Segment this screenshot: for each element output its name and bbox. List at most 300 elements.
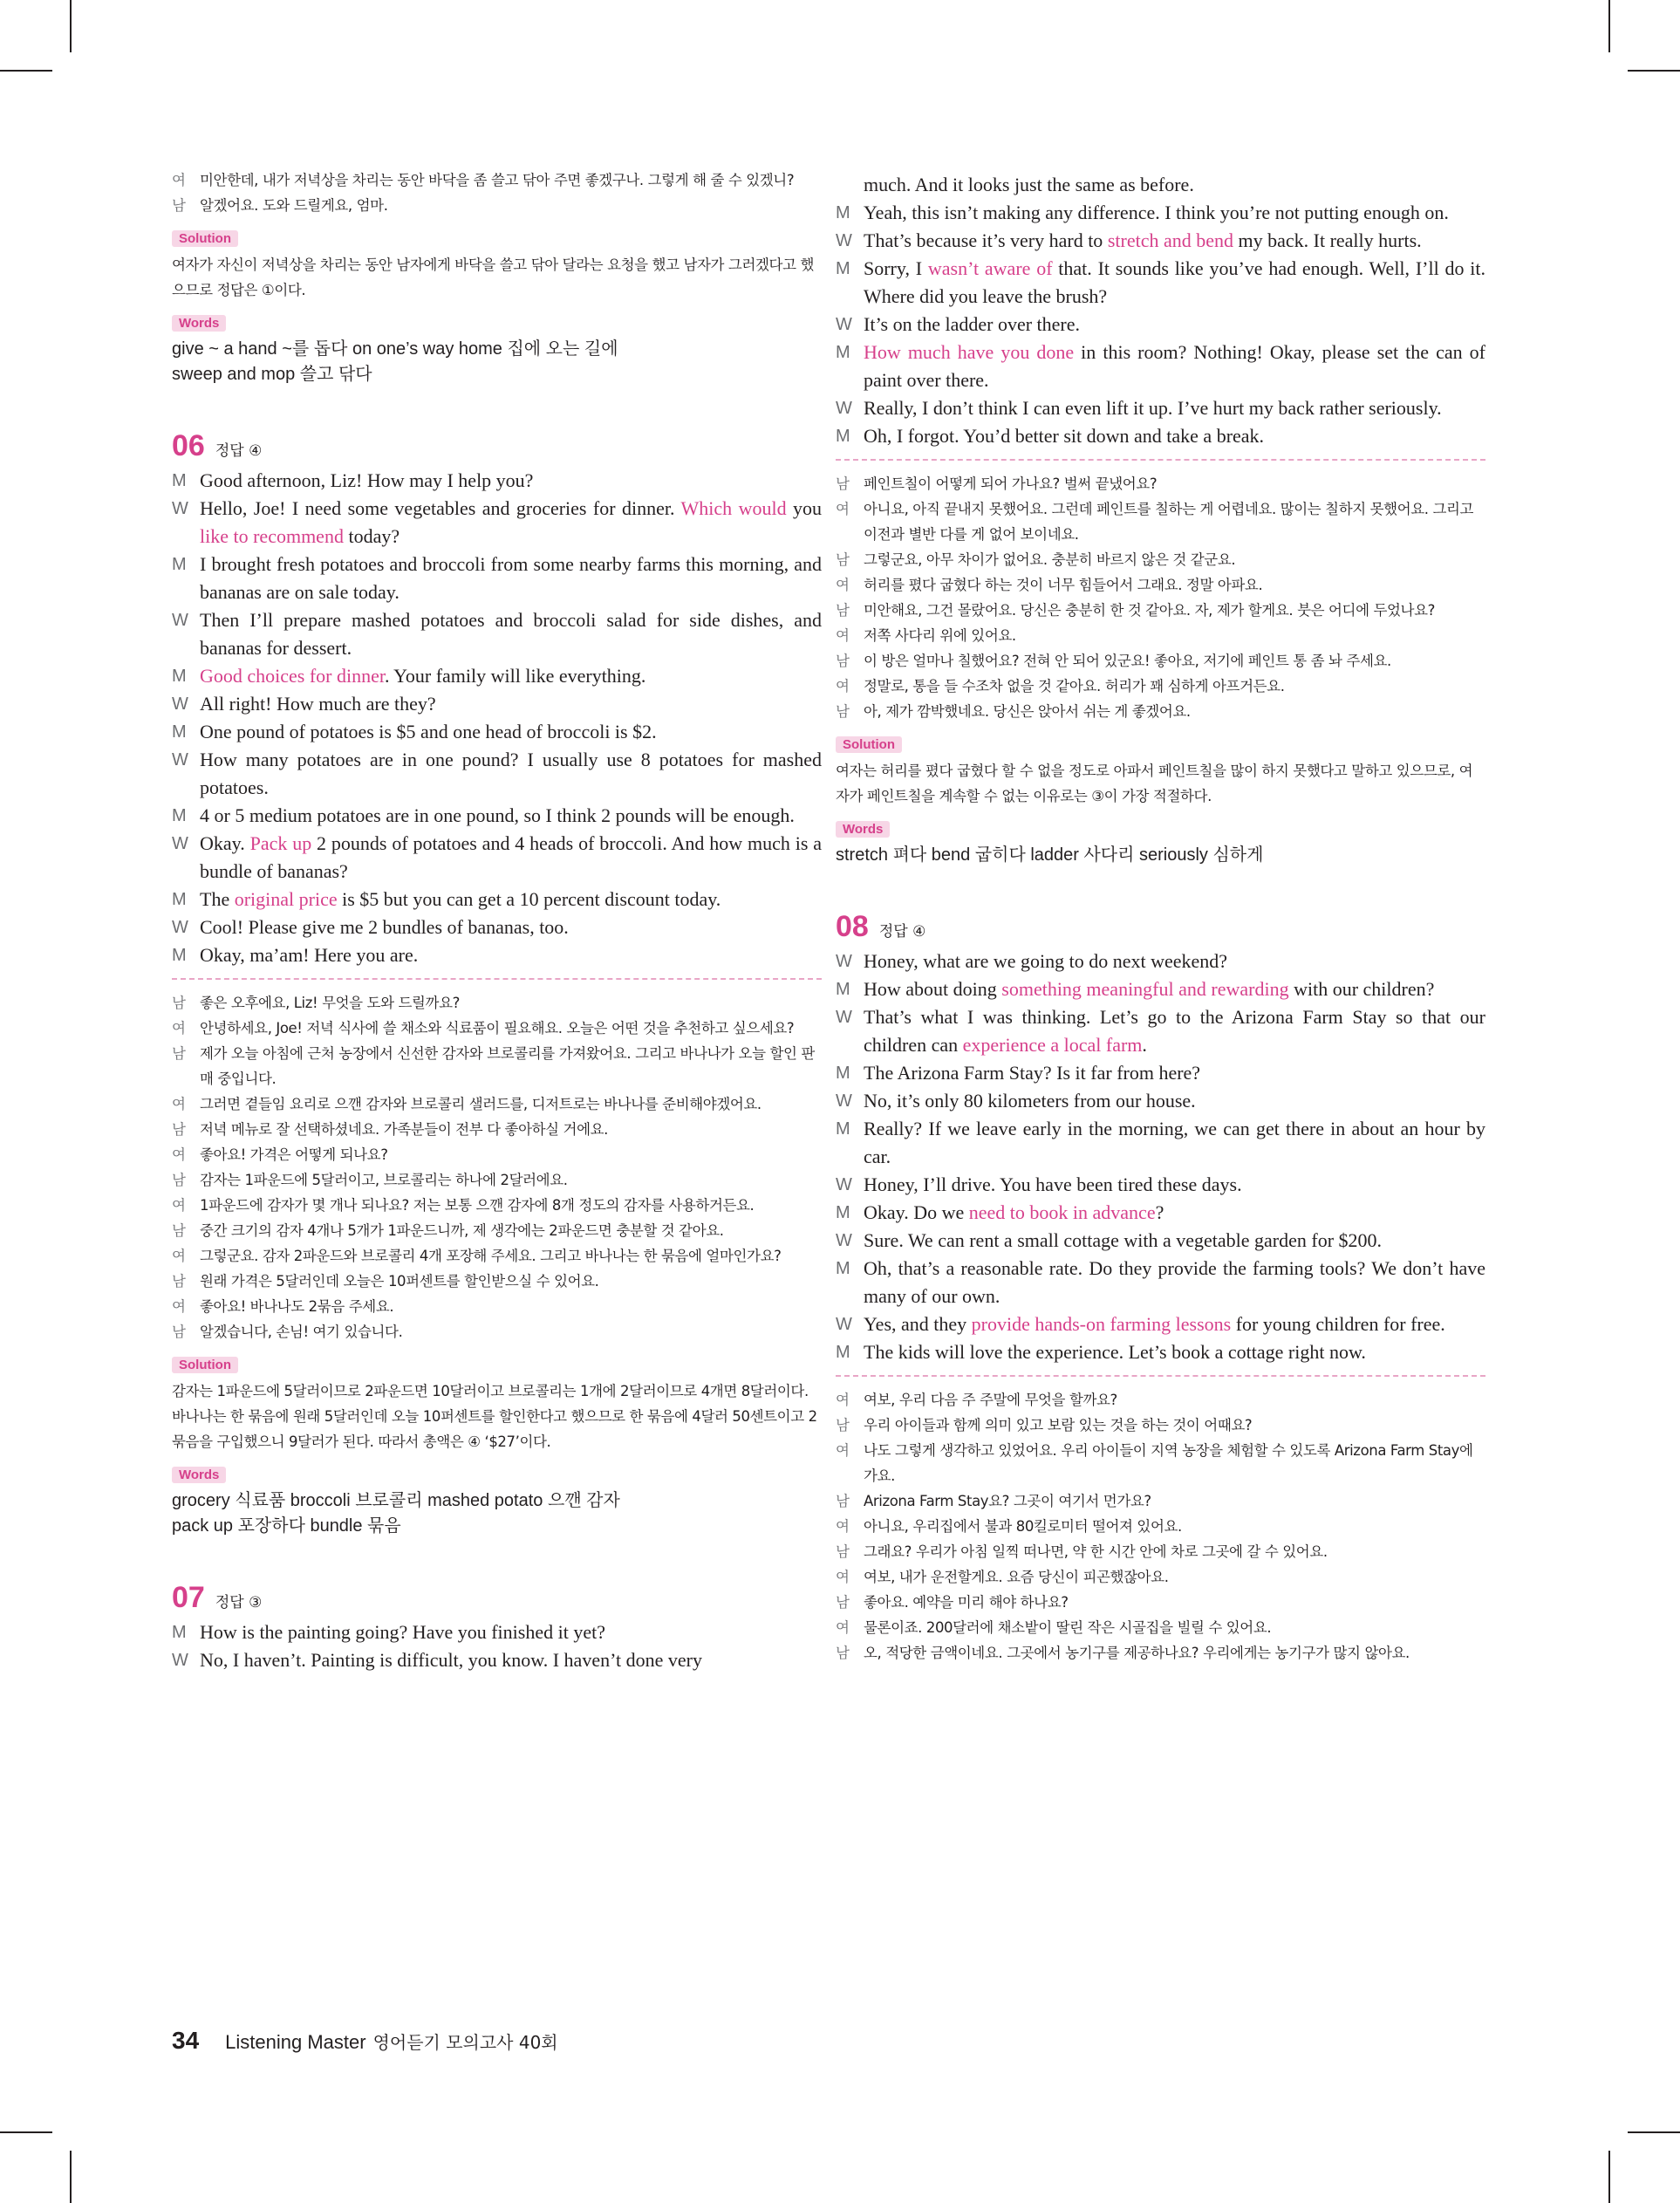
line-text [864, 1115, 1485, 1171]
speaker-label: W [836, 231, 852, 250]
speaker-label: 여 [172, 1096, 186, 1112]
line-text: 좋은 오후에요, Liz! 무엇을 도와 드릴까요? [200, 995, 460, 1011]
speaker-label: 여 [836, 577, 850, 593]
text-fragment: much. And it looks just the same as before. [864, 174, 1194, 195]
text-fragment: How is the painting going? Have you finished it yet? [200, 1621, 605, 1643]
line-text: 1파운드에 감자가 몇 개나 되나요? 저는 보통 으깬 감자에 8개 정도의 감자를 사용하거든요. [200, 1197, 755, 1214]
text-fragment: The kids will love the experience. Let’s book a cottage right now. [864, 1341, 1366, 1363]
line-text [864, 1199, 1485, 1227]
text-fragment: you [786, 497, 822, 519]
text-fragment: Okay, ma’am! Here you are. [200, 944, 419, 966]
text-fragment: The [200, 888, 235, 910]
line-text: 저녁 메뉴로 잘 선택하셨네요. 가족분들이 전부 다 좋아하실 거에요. [200, 1121, 609, 1138]
highlighted-phrase: How much have you done [864, 341, 1075, 363]
text-fragment: Oh, that’s a reasonable rate. Do they provide the farming tools? We don’t have many of our own. [864, 1257, 1485, 1307]
text-fragment: is $5 but you can get a 10 percent discount today. [337, 888, 721, 910]
line-text [864, 394, 1485, 422]
speaker-label: 남 [836, 602, 850, 619]
text-fragment: Cool! Please give me 2 bundles of bananas, too. [200, 916, 569, 938]
line-text [864, 339, 1485, 394]
highlighted-phrase: wasn’t aware of [927, 257, 1053, 279]
dialogue-line [836, 1255, 1485, 1310]
text-fragment: . Your family will like everything. [385, 665, 646, 687]
text-fragment: Yeah, this isn’t making any difference. I think you’re not putting enough on. [864, 202, 1449, 223]
speaker-label: 남 [836, 1543, 850, 1560]
speaker-label: 여 [172, 172, 186, 188]
line-text: 중간 크기의 감자 4개나 5개가 1파운드니까, 제 생각에는 2파운드면 충분할 것 같아요. [200, 1222, 724, 1239]
dialogue-line [836, 394, 1485, 422]
words-label: Words [172, 1467, 226, 1483]
text-fragment: That’s because it’s very hard to [864, 229, 1108, 251]
crop-mark [1628, 2131, 1680, 2133]
transcript-line [836, 1590, 1485, 1615]
text-fragment: One pound of potatoes is $5 and one head of broccoli is $2. [200, 721, 657, 742]
transcript-line [172, 1294, 822, 1319]
dialogue-line [836, 1338, 1485, 1366]
speaker-label: M [836, 203, 850, 222]
answer-label: 정답 ③ [215, 1594, 263, 1611]
line-text [200, 913, 822, 941]
line-text: 우리 아이들과 함께 의미 있고 보람 있는 것을 하는 것이 어때요? [864, 1417, 1253, 1433]
highlighted-phrase: provide hands-on farming lessons [971, 1313, 1232, 1335]
line-text [200, 467, 822, 495]
speaker-label: W [172, 1651, 188, 1670]
transcript-line [836, 674, 1485, 699]
dialogue-line [836, 339, 1485, 394]
speaker-label: 여 [172, 1146, 186, 1163]
line-text [864, 1255, 1485, 1310]
transcript-line [172, 1142, 822, 1167]
solution-text: 여자는 허리를 폈다 굽혔다 할 수 없을 정도로 아파서 페인트칠을 많이 하지 못했다고 말하고 있으므로, 여자가 페인트칠을 계속할 수 없는 이유로는 ③이 가장 적절하다. [836, 763, 1473, 804]
dialogue-line [172, 606, 822, 662]
dialogue-line [172, 495, 822, 551]
transcript-line [172, 1269, 822, 1294]
transcript-line [172, 1193, 822, 1218]
dialogue-line [836, 1171, 1485, 1199]
speaker-label: W [172, 611, 188, 630]
line-text: 좋아요. 예약을 미리 해야 하나요? [864, 1594, 1069, 1611]
korean-transcript [172, 990, 822, 1344]
korean-transcript [172, 168, 822, 218]
line-text: 여보, 내가 운전할게요. 요즘 당신이 피곤했잖아요. [864, 1569, 1169, 1585]
line-text: 이 방은 얼마나 칠했어요? 전혀 안 되어 있군요! 좋아요, 저기에 페인트 통 좀 놔 주세요. [864, 653, 1391, 669]
line-text [864, 171, 1485, 199]
speaker-label: W [172, 499, 188, 518]
line-text [864, 1059, 1485, 1087]
section-header-08 [836, 910, 1485, 944]
speaker-label: W [836, 315, 852, 334]
line-text [200, 551, 822, 606]
book-title: Listening Master [225, 2031, 366, 2053]
speaker-label: W [172, 694, 188, 714]
transcript-line [836, 1438, 1485, 1488]
solution-text: 감자는 1파운드에 5달러이므로 2파운드면 10달러이고 브로콜리는 1개에 2달러이므로 4개면 8달러이다. 바나나는 한 묶음에 원래 5달러인데 오늘 10퍼센트를 할인한다고 했으므로 한 묶음에 4달러 50센트이고 2묶음을 구입했으니 9달러가 된다. 따라서 총액은 ④ ‘$27’이다. [172, 1383, 817, 1450]
line-text: 아니요, 우리집에서 불과 80킬로미터 떨어져 있어요. [864, 1518, 1182, 1535]
transcript-line [836, 1640, 1485, 1666]
korean-transcript [836, 1387, 1485, 1666]
transcript-line [836, 1615, 1485, 1640]
line-text: 여보, 우리 다음 주 주말에 무엇을 할까요? [864, 1392, 1117, 1408]
speaker-label: 여 [836, 501, 850, 517]
speaker-label: M [836, 1203, 850, 1222]
dialogue-line [172, 802, 822, 830]
line-text [200, 830, 822, 886]
text-fragment: with our children? [1288, 978, 1435, 1000]
section-header-06 [172, 429, 822, 463]
dialogue-line [172, 690, 822, 718]
dialogue-line [836, 199, 1485, 227]
speaker-label: 남 [836, 475, 850, 492]
words-line: grocery 식료품 broccoli 브로콜리 mashed potato 으깬 감자 [172, 1491, 620, 1510]
line-text: 나도 그렇게 생각하고 있었어요. 우리 아이들이 지역 농장을 체험할 수 있도록 Arizona Farm Stay에 가요. [864, 1442, 1473, 1484]
solution-label: Solution [172, 1357, 238, 1373]
solution-label: Solution [172, 230, 238, 247]
speaker-label: M [836, 1259, 850, 1278]
text-fragment: today? [343, 525, 400, 547]
transcript-line [172, 1016, 822, 1041]
text-fragment: ? [1155, 1201, 1164, 1223]
line-text [864, 1310, 1485, 1338]
dialogue-line [836, 1227, 1485, 1255]
speaker-label: 남 [172, 1222, 186, 1239]
transcript-line [836, 1514, 1485, 1539]
section-header-07 [172, 1581, 822, 1615]
dashed-divider [836, 459, 1485, 461]
crop-mark [1608, 2151, 1610, 2203]
line-text: 물론이죠. 200달러에 채소밭이 딸린 작은 시골집을 빌릴 수 있어요. [864, 1619, 1272, 1636]
transcript-line [836, 572, 1485, 598]
line-text: 알겠어요. 도와 드릴게요, 엄마. [200, 197, 388, 214]
dialogue-line [836, 227, 1485, 255]
dialogue-line [836, 975, 1485, 1003]
english-dialogue [172, 467, 822, 969]
speaker-label: W [836, 1091, 852, 1111]
speaker-label: 여 [836, 678, 850, 694]
line-text [200, 1646, 822, 1674]
transcript-line [836, 1387, 1485, 1413]
dashed-divider [172, 978, 822, 980]
text-fragment: It’s on the ladder over there. [864, 313, 1081, 335]
speaker-label: M [836, 1343, 850, 1362]
speaker-label: 여 [172, 1298, 186, 1315]
text-fragment: . [1142, 1034, 1147, 1056]
highlighted-phrase: experience a local farm [962, 1034, 1143, 1056]
crop-mark [70, 0, 72, 52]
line-text [200, 886, 822, 913]
speaker-label: 여 [836, 627, 850, 644]
section-number: 08 [836, 910, 869, 943]
line-text [864, 975, 1485, 1003]
highlighted-phrase: Which would [680, 497, 787, 519]
text-fragment: 2 pounds of potatoes and 4 heads of broccoli. And how much is a bundle of bananas? [200, 832, 822, 882]
speaker-label: 남 [172, 1273, 186, 1290]
speaker-label: W [172, 750, 188, 770]
transcript-line [172, 193, 822, 218]
line-text [864, 227, 1485, 255]
speaker-label: 남 [836, 703, 850, 720]
line-text: 미안한데, 내가 저녁상을 차리는 동안 바닥을 좀 쓸고 닦아 주면 좋겠구나. 그렇게 해 줄 수 있겠니? [200, 172, 795, 188]
line-text: 아니요, 아직 끝내지 못했어요. 그런데 페인트를 칠하는 게 어렵네요. 많이는 칠하지 못했어요. 그리고 이전과 별반 다를 게 없어 보이네요. [864, 501, 1474, 543]
dialogue-line [836, 1003, 1485, 1059]
transcript-line [836, 471, 1485, 496]
dialogue-line [836, 1310, 1485, 1338]
answer-label: 정답 ④ [215, 442, 263, 460]
dialogue-line [172, 551, 822, 606]
text-fragment: That’s what I was thinking. Let’s go to the Arizona Farm Stay so that our children can [864, 1006, 1485, 1056]
highlighted-phrase: Good choices for dinner [200, 665, 385, 687]
dialogue-line [172, 746, 822, 802]
speaker-label: 여 [836, 1619, 850, 1636]
line-text [864, 1087, 1485, 1115]
dialogue-line [836, 1087, 1485, 1115]
speaker-label: M [172, 722, 187, 742]
speaker-label: M [836, 427, 850, 446]
dialogue-line [836, 171, 1485, 199]
text-fragment: Yes, and they [864, 1313, 972, 1335]
line-text [864, 948, 1485, 975]
speaker-label: 여 [836, 1392, 850, 1408]
text-fragment: in this room? Nothing! Okay, please set the can of paint over there. [864, 341, 1486, 391]
english-dialogue [836, 171, 1485, 450]
transcript-line [836, 496, 1485, 547]
dialogue-line [836, 422, 1485, 450]
words-line: stretch 펴다 bend 굽히다 ladder 사다리 seriously 심하게 [836, 845, 1264, 865]
line-text [864, 1338, 1485, 1366]
dialogue-line [836, 948, 1485, 975]
transcript-line [172, 990, 822, 1016]
speaker-label: M [836, 259, 850, 278]
text-fragment: Honey, what are we going to do next weekend? [864, 950, 1228, 972]
text-fragment: Good afternoon, Liz! How may I help you? [200, 469, 534, 491]
line-text [200, 495, 822, 551]
transcript-line [172, 1041, 822, 1091]
line-text [864, 422, 1485, 450]
speaker-label: M [172, 471, 187, 490]
line-text [200, 746, 822, 802]
line-text [200, 718, 822, 746]
words-label: Words [172, 315, 226, 332]
crop-mark [1628, 70, 1680, 72]
dialogue-line [172, 1618, 822, 1646]
transcript-line [836, 1564, 1485, 1590]
text-fragment: Sorry, I [864, 257, 928, 279]
speaker-label: 여 [836, 1569, 850, 1585]
crop-mark [1608, 0, 1610, 52]
transcript-line [172, 1117, 822, 1142]
speaker-label: W [836, 1231, 852, 1250]
text-fragment: my back. It really hurts. [1233, 229, 1422, 251]
speaker-label: 남 [172, 1045, 186, 1062]
speaker-label: M [172, 1623, 187, 1642]
speaker-label: M [172, 555, 187, 574]
speaker-label: 남 [836, 1594, 850, 1611]
section-number: 06 [172, 429, 205, 462]
transcript-line [172, 1319, 822, 1344]
transcript-line [172, 1218, 822, 1243]
line-text: 허리를 폈다 굽혔다 하는 것이 너무 힘들어서 그래요. 정말 아파요. [864, 577, 1263, 593]
dialogue-line [836, 1059, 1485, 1087]
english-dialogue [836, 948, 1485, 1366]
speaker-label: M [836, 1119, 850, 1139]
solution-label: Solution [836, 736, 902, 753]
speaker-label: 여 [172, 1197, 186, 1214]
words-line: pack up 포장하다 bundle 묶음 [172, 1516, 401, 1536]
line-text [200, 690, 822, 718]
line-text: 정말로, 통을 들 수조차 없을 것 같아요. 허리가 꽤 심하게 아프거든요. [864, 678, 1285, 694]
line-text [200, 662, 822, 690]
line-text [200, 941, 822, 969]
words-label: Words [836, 821, 890, 838]
speaker-label: W [172, 834, 188, 853]
line-text: 알겠습니다, 손님! 여기 있습니다. [200, 1324, 403, 1340]
highlighted-phrase: Pack up [249, 832, 312, 854]
line-text: 오, 적당한 금액이네요. 그곳에서 농기구를 제공하나요? 우리에게는 농기구가 많지 않아요. [864, 1645, 1410, 1661]
highlighted-phrase: like to recommend [200, 525, 344, 547]
dashed-divider [836, 1375, 1485, 1377]
highlighted-phrase: need to book in advance [968, 1201, 1156, 1223]
crop-mark [70, 2151, 72, 2203]
book-subtitle: 영어듣기 모의고사 40회 [372, 2032, 558, 2053]
crop-mark [0, 70, 52, 72]
speaker-label: W [836, 1008, 852, 1027]
text-fragment: How about doing [864, 978, 1002, 1000]
dialogue-line [172, 662, 822, 690]
answer-label: 정답 ④ [878, 923, 926, 941]
dialogue-line [836, 1115, 1485, 1171]
text-fragment: that. It sounds like you’ve had enough. Well, I’ll do it. Where did you leave the brush? [864, 257, 1485, 307]
speaker-label: 남 [836, 653, 850, 669]
text-fragment: Okay. [200, 832, 250, 854]
line-text [864, 1227, 1485, 1255]
line-text: 감자는 1파운드에 5달러이고, 브로콜리는 하나에 2달러에요. [200, 1172, 568, 1188]
dialogue-line [836, 1199, 1485, 1227]
line-text: 제가 오늘 아침에 근처 농장에서 신선한 감자와 브로콜리를 가져왔어요. 그리고 바나나가 오늘 할인 판매 중입니다. [200, 1045, 815, 1087]
line-text: 그러면 곁들임 요리로 으깬 감자와 브로콜리 샐러드를, 디저트로는 바나나를 준비해야겠어요. [200, 1096, 761, 1112]
speaker-label: 여 [172, 1020, 186, 1037]
line-text: 그래요? 우리가 아침 일찍 떠나면, 약 한 시간 안에 차로 그곳에 갈 수 있어요. [864, 1543, 1328, 1560]
text-fragment: Honey, I’ll drive. You have been tired these days. [864, 1173, 1242, 1195]
text-fragment: The Arizona Farm Stay? Is it far from here? [864, 1062, 1201, 1084]
dialogue-line [172, 941, 822, 969]
line-text: 안녕하세요, Joe! 저녁 식사에 쓸 채소와 식료품이 필요해요. 오늘은 어떤 것을 추천하고 싶으세요? [200, 1020, 795, 1037]
transcript-line [836, 623, 1485, 648]
line-text [864, 199, 1485, 227]
transcript-line [836, 598, 1485, 623]
crop-mark [0, 2131, 52, 2133]
speaker-label: M [172, 890, 187, 909]
line-text [864, 1171, 1485, 1199]
line-text [200, 606, 822, 662]
speaker-label: 남 [172, 1121, 186, 1138]
speaker-label: M [172, 806, 187, 825]
transcript-line [836, 648, 1485, 674]
dialogue-line [172, 718, 822, 746]
page-footer [172, 2027, 558, 2055]
dialogue-line [172, 830, 822, 886]
speaker-label: M [172, 667, 187, 686]
transcript-line [172, 1167, 822, 1193]
speaker-label: 남 [836, 1493, 850, 1509]
speaker-label: 남 [836, 551, 850, 568]
left-column [172, 168, 822, 1674]
text-fragment: I brought fresh potatoes and broccoli from some nearby farms this morning, and bananas are on sale today. [200, 553, 822, 603]
line-text: Arizona Farm Stay요? 그곳이 여기서 먼가요? [864, 1493, 1151, 1509]
speaker-label: 남 [836, 1645, 850, 1661]
dialogue-line [172, 1646, 822, 1674]
speaker-label: W [836, 952, 852, 971]
line-text: 그렇군요, 아무 차이가 없어요. 충분히 바르지 않은 것 같군요. [864, 551, 1236, 568]
speaker-label: 남 [172, 1324, 186, 1340]
transcript-line [172, 1243, 822, 1269]
line-text [864, 311, 1485, 339]
line-text: 페인트칠이 어떻게 되어 가나요? 벌써 끝냈어요? [864, 475, 1158, 492]
text-fragment: Really? If we leave early in the morning, we can get there in about an hour by car. [864, 1118, 1485, 1167]
speaker-label [836, 171, 864, 199]
transcript-line [836, 547, 1485, 572]
text-fragment: How many potatoes are in one pound? I usually use 8 potatoes for mashed potatoes. [200, 749, 822, 798]
speaker-label: W [836, 399, 852, 418]
line-text: 저쪽 사다리 위에 있어요. [864, 627, 1016, 644]
line-text: 그렇군요. 감자 2파운드와 브로콜리 4개 포장해 주세요. 그리고 바나나는 한 묶음에 얼마인가요? [200, 1248, 782, 1264]
line-text [200, 802, 822, 830]
text-fragment: Okay. Do we [864, 1201, 969, 1223]
speaker-label: W [172, 918, 188, 937]
highlighted-phrase: original price [234, 888, 338, 910]
transcript-line [836, 1539, 1485, 1564]
dialogue-line [172, 886, 822, 913]
transcript-line [172, 168, 822, 193]
transcript-line [172, 1091, 822, 1117]
page-number: 34 [172, 2027, 200, 2054]
dialogue-line [172, 467, 822, 495]
speaker-label: M [836, 343, 850, 362]
speaker-label: 여 [836, 1518, 850, 1535]
dialogue-line [836, 311, 1485, 339]
line-text: 좋아요! 가격은 어떻게 되나요? [200, 1146, 388, 1163]
english-dialogue [172, 1618, 822, 1674]
transcript-line [836, 1413, 1485, 1438]
text-fragment: Oh, I forgot. You’d better sit down and take a break. [864, 425, 1265, 447]
section-number: 07 [172, 1581, 205, 1614]
line-text [864, 1003, 1485, 1059]
text-fragment: 4 or 5 medium potatoes are in one pound, so I think 2 pounds will be enough. [200, 804, 795, 826]
speaker-label: 여 [836, 1442, 850, 1459]
dialogue-line [172, 913, 822, 941]
speaker-label: W [836, 1175, 852, 1194]
speaker-label: M [172, 946, 187, 965]
line-text: 원래 가격은 5달러인데 오늘은 10퍼센트를 할인받으실 수 있어요. [200, 1273, 599, 1290]
text-fragment: Sure. We can rent a small cottage with a vegetable garden for $200. [864, 1229, 1383, 1251]
line-text: 좋아요! 바나나도 2묶음 주세요. [200, 1298, 394, 1315]
solution-text: 여자가 자신이 저녁상을 차리는 동안 남자에게 바닥을 쓸고 닦아 달라는 요청을 했고 남자가 그러겠다고 했으므로 정답은 ①이다. [172, 257, 815, 298]
korean-transcript [836, 471, 1485, 724]
text-fragment: Hello, Joe! I need some vegetables and groceries for dinner. [200, 497, 681, 519]
speaker-label: W [836, 1315, 852, 1334]
words-line: give ~ a hand ~를 돕다 on one’s way home 집에 오는 길에 [172, 339, 618, 359]
speaker-label: 남 [172, 995, 186, 1011]
transcript-line [836, 699, 1485, 724]
transcript-line [836, 1488, 1485, 1514]
line-text [200, 1618, 822, 1646]
speaker-label: M [836, 1064, 850, 1083]
highlighted-phrase: something meaningful and rewarding [1001, 978, 1289, 1000]
line-text [864, 255, 1485, 311]
speaker-label: 남 [172, 1172, 186, 1188]
text-fragment: No, I haven’t. Painting is difficult, you know. I haven’t done very [200, 1649, 702, 1671]
text-fragment: All right! How much are they? [200, 693, 436, 715]
text-fragment: No, it’s only 80 kilometers from our house. [864, 1090, 1196, 1112]
speaker-label: 남 [172, 197, 186, 214]
